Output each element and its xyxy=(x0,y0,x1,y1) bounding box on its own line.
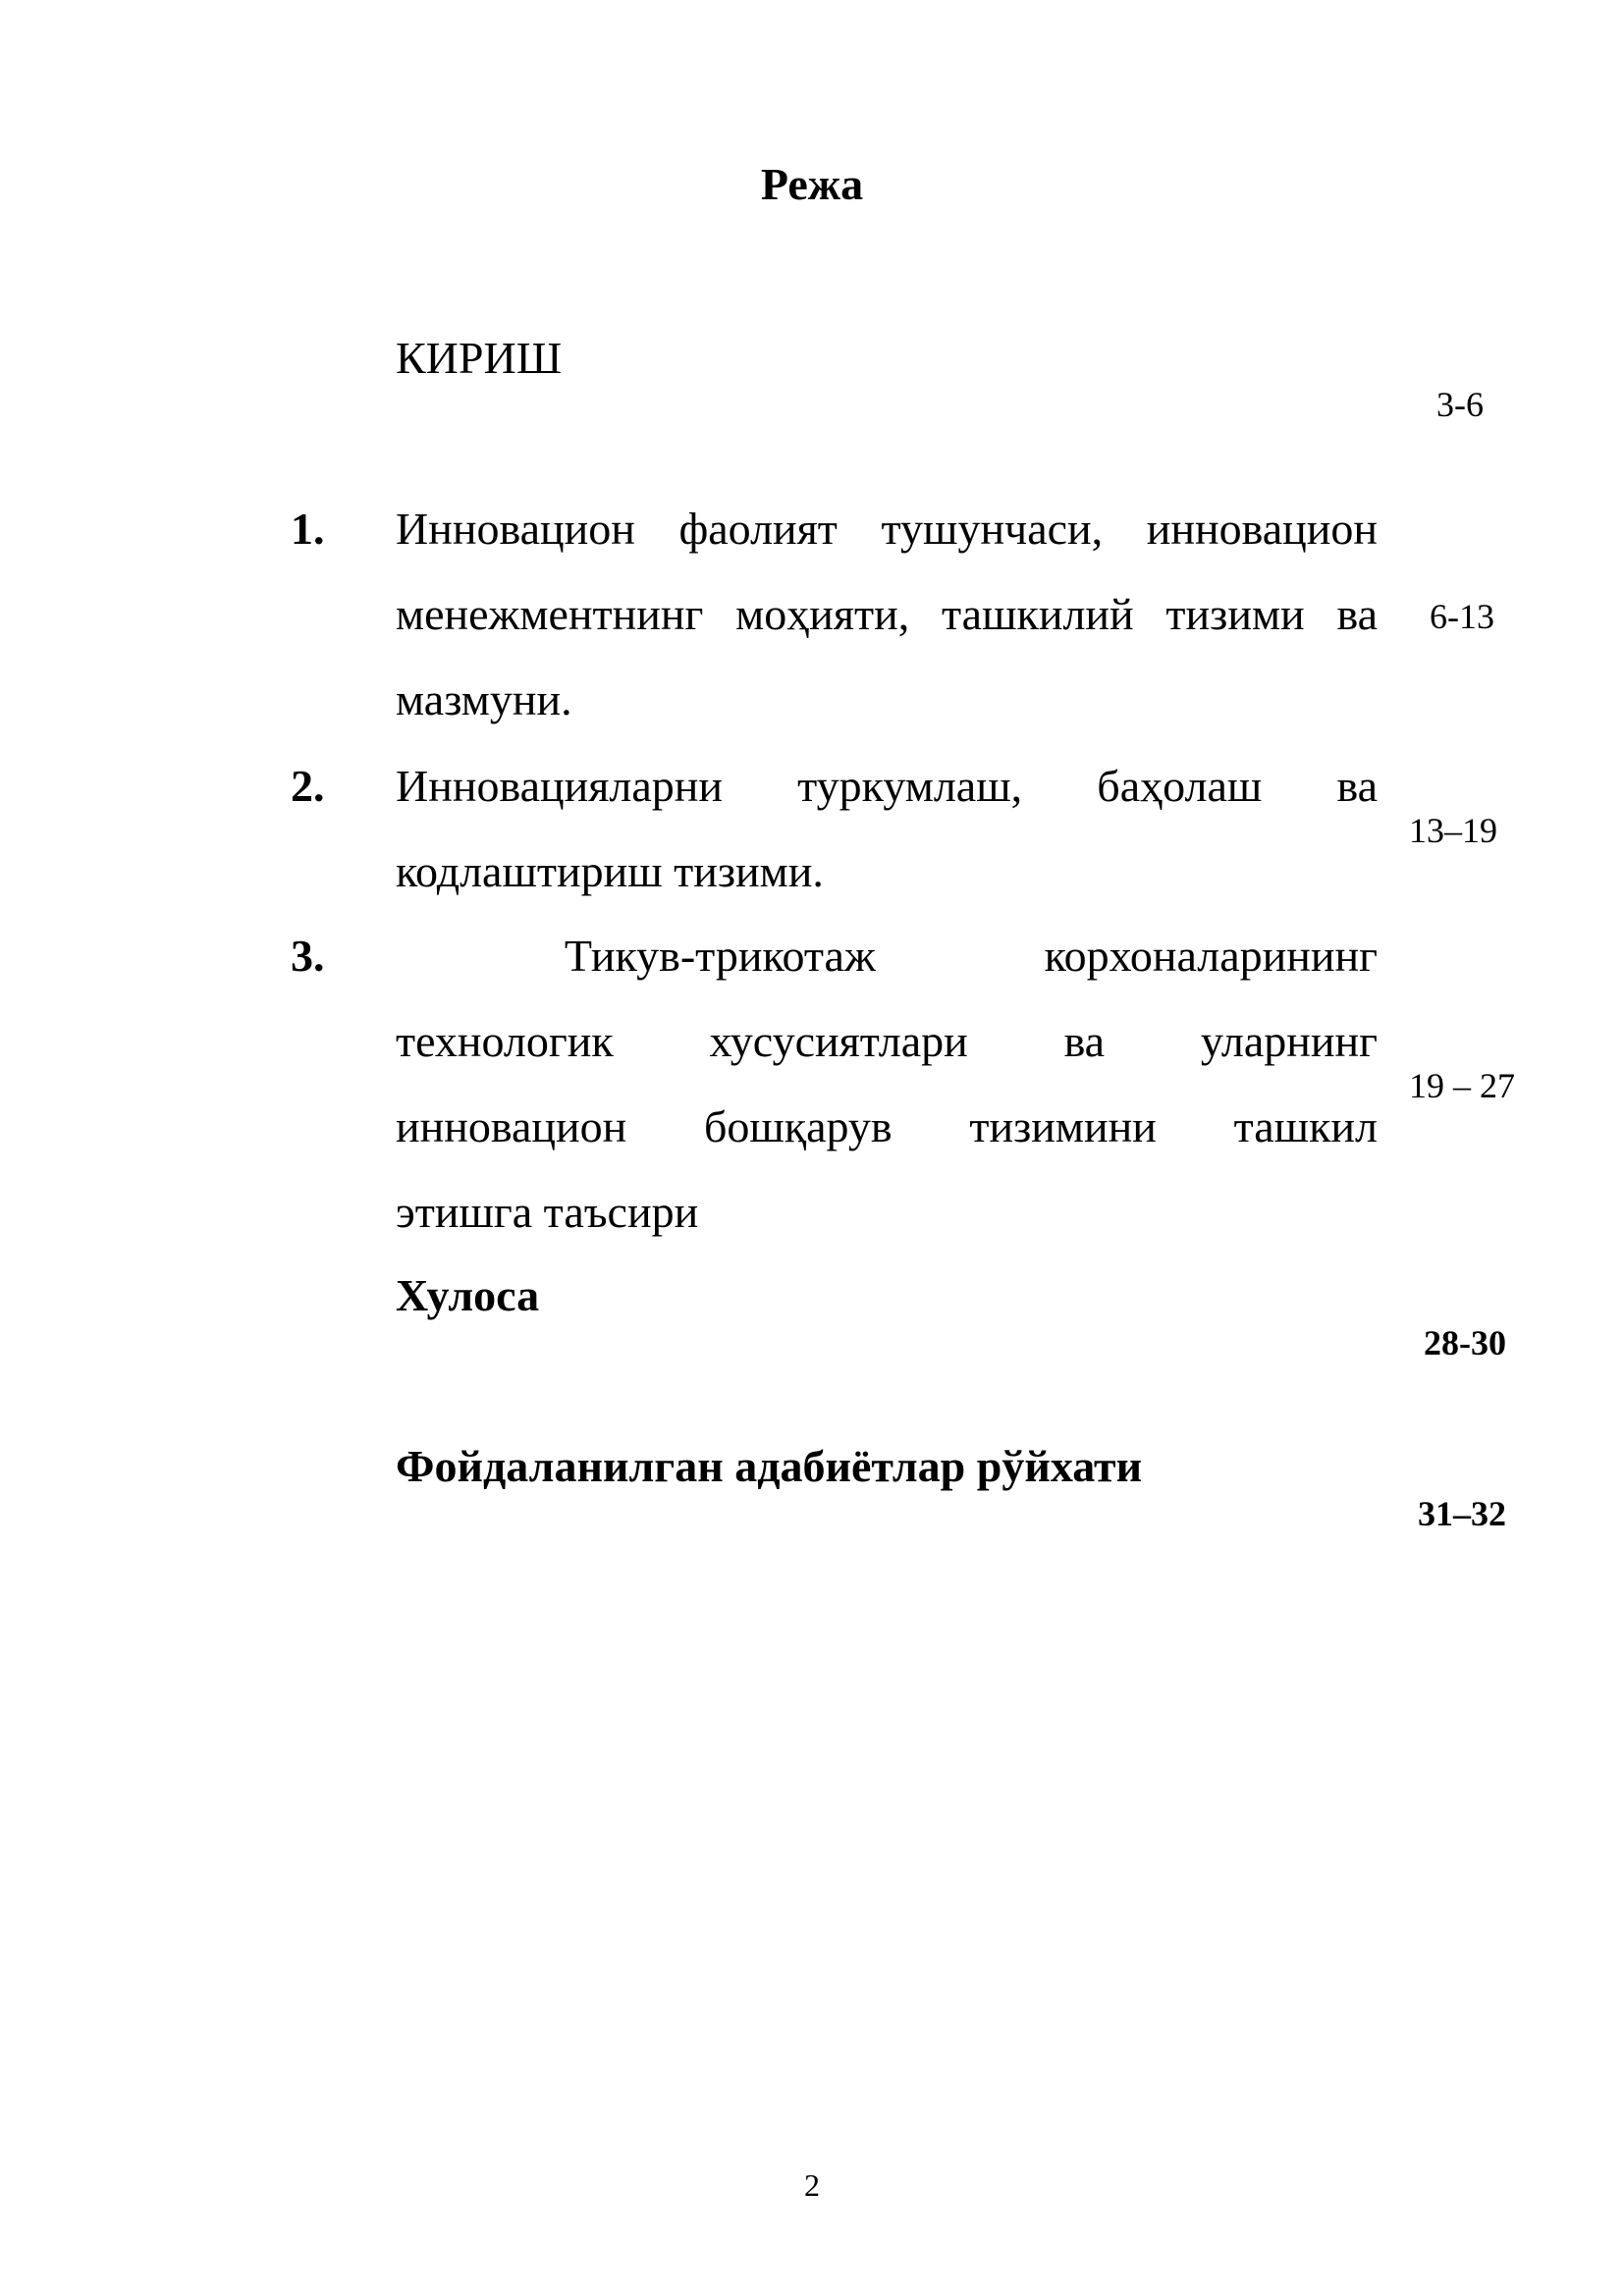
toc-intro-label: КИРИШ xyxy=(396,333,563,383)
toc-item-pages: 19 – 27 xyxy=(1409,1066,1515,1105)
toc-conclusion-pages: 28-30 xyxy=(1424,1323,1506,1362)
toc-item-line: этишга таъсири xyxy=(396,1187,699,1237)
toc-item-text xyxy=(396,743,1378,914)
toc-references-label: Фойдаланилган адабиётлар рўйхати xyxy=(396,1441,1143,1491)
toc-item-line: мазмуни. xyxy=(396,674,572,724)
toc-intro-pages: 3-6 xyxy=(1436,385,1484,424)
toc-item-line: Инновацион фаолият тушунчаси, инновацион xyxy=(396,504,1378,554)
toc-item-text xyxy=(396,913,1378,1255)
toc-conclusion-label: Хулоса xyxy=(396,1270,540,1320)
toc-item-line: менежментнинг моҳияти, ташкилий тизими ва xyxy=(396,589,1378,639)
page-number: 2 xyxy=(804,2167,820,2203)
toc-item-number: 2. xyxy=(291,761,325,811)
toc-item-line: инновацион бошқарув тизимини ташкил xyxy=(396,1101,1378,1151)
toc-item-line: Инновацияларни туркумлаш, баҳолаш ва xyxy=(396,761,1378,811)
page-title: Режа xyxy=(760,159,864,209)
toc-item-number: 3. xyxy=(291,931,325,981)
toc-item-line: технологик хусусиятлари ва уларнинг xyxy=(396,1016,1378,1066)
toc-item-number: 1. xyxy=(291,504,325,554)
toc-item-line: кодлаштириш тизими. xyxy=(396,846,824,896)
toc-item-line: Тикув-трикотаж корхоналарининг xyxy=(396,931,1379,981)
toc-item-pages: 13–19 xyxy=(1409,811,1497,850)
toc-item-pages: 6-13 xyxy=(1430,597,1494,636)
toc-references-pages: 31–32 xyxy=(1418,1494,1506,1533)
toc-item-text xyxy=(396,486,1378,742)
